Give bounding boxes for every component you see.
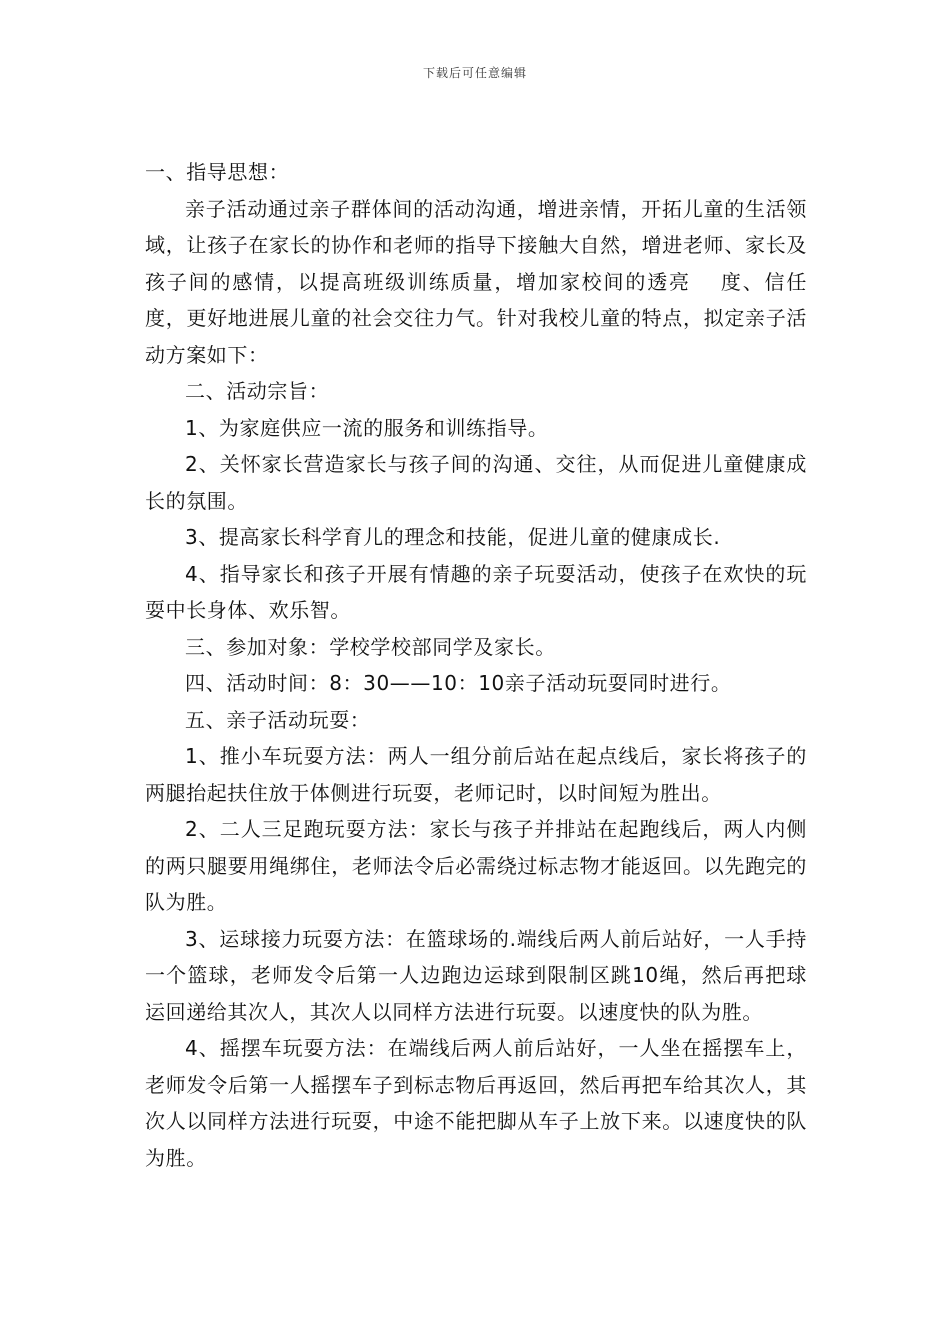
game-item-4: 4、摇摆车玩耍方法：在端线后两人前后站好，一人坐在摇摆车上，老师发令后第一人摇摆车子到标志物后再返回，然后再把车给其次人，其次人以同样方法进行玩耍，中途不能把脚从车子上放下来。以速度快的队为胜。: [145, 1036, 807, 1170]
section-heading-guiding-thought: 一、指导思想：: [145, 160, 290, 184]
section-heading-games: 五、亲子活动玩耍：: [185, 707, 371, 732]
paragraph-guiding-thought: 亲子活动通过亲子群体间的活动沟通，增进亲情，开拓儿童的生活领域，让孩子在家长的协作和老师的指导下接触大自然，增进老师、家长及孩子间的感情，以提高班级训练质量，增加家校间的透亮 度、信任度，更好地进展儿童的社会交往力气。针对我校儿童的特点，拟定亲子活动方案如下：: [145, 196, 807, 367]
purpose-item-3: 3、提高家长科学育儿的理念和技能，促进儿童的健康成长.: [185, 525, 721, 549]
game-item-3: 3、运球接力玩耍方法：在篮球场的.端线后两人前后站好，一人手持一个篮球，老师发令后第一人边跑边运球到限制区跳10绳，然后再把球运回递给其次人，其次人以同样方法进行玩耍。以速度快的队为胜。: [145, 926, 807, 1024]
purpose-item-4: 4、指导家长和孩子开展有情趣的亲子玩耍活动，使孩子在欢快的玩耍中长身体、欢乐智。: [145, 561, 807, 622]
game-item-2: 2、二人三足跑玩耍方法：家长与孩子并排站在起跑线后，两人内侧的两只腿要用绳绑住，老师法令后必需绕过标志物才能返回。以先跑完的队为胜。: [145, 817, 807, 914]
section-heading-purpose: 二、活动宗旨：: [185, 379, 330, 403]
purpose-item-1: 1、为家庭供应一流的服务和训练指导。: [185, 415, 549, 440]
section-participants: 三、参加对象：学校学校部同学及家长。: [185, 634, 556, 659]
section-activity-time: 四、活动时间：8：30——10：10亲子活动玩耍同时进行。: [185, 671, 732, 695]
game-item-1: 1、推小车玩耍方法：两人一组分前后站在起点线后，家长将孩子的两腿抬起扶住放于体侧进行玩耍，老师记时，以时间短为胜出。: [145, 744, 807, 805]
purpose-item-2: 2、关怀家长营造家长与孩子间的沟通、交往，从而促进儿童健康成长的氛围。: [145, 452, 807, 513]
document-body: [145, 154, 807, 1176]
header-note: 下载后可任意编辑: [422, 66, 527, 80]
